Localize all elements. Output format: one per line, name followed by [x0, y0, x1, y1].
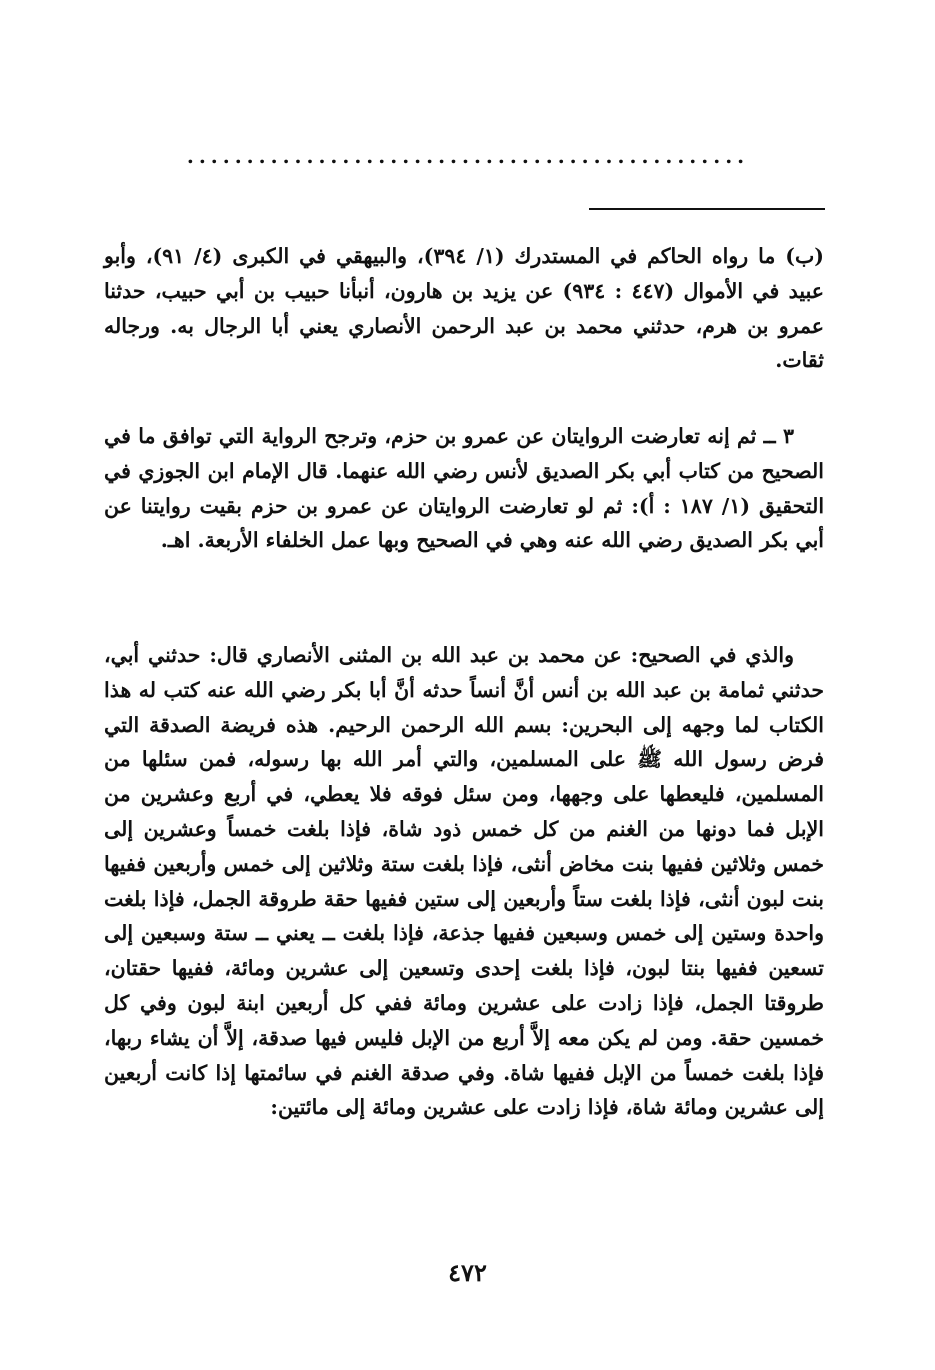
paragraph-4: والذي في الصحيح: عن محمد بن عبد الله بن المثنى الأنصاري قال: حدثني أبي، حدثني ثمامة بن عبد الله بن أنس أنَّ أنساً حدثه أنَّ أبا بكر رضي الله عنه كتب له هذا الكتاب لما وجهه إلى البحرين: بسم الله الرحمن الرحيم. هذه فريضة الصدقة التي فرض رسول الله ﷺ على المسلمين، والتي أمر الله بها رسوله، فمن سئلها من المسلمين، فليعطها على وجهها، ومن سئل فوقه فلا يعطي، في أربع وعشرين من الإبل فما دونها من الغنم من كل خمس ذود شاة، فإذا بلغت خمساً وعشرين إلى خمس وثلاثين ففيها بنت مخاض أنثى، فإذا بلغت ستة وثلاثين إلى خمس وأربعين ففيها بنت لبون أنثى، فإذا بلغت ستاً وأربعين إلى ستين ففيها حقة طروقة الجمل، فإذا بلغت واحدة وستين إلى خمس وسبعين ففيها جذعة، فإذا بلغت ــ يعني ــ ستة وسبعين إلى تسعين ففيها بنتا لبون، فإذا بلغت إحدى وتسعين إلى عشرين ومائة، ففيها حقتان، طروقتا الجمل، فإذا زادت على عشرين ومائة ففي كل أربعين ابنة لبون وفي كل خمسين حقة. ومن لم يكن معه إلاَّ أربع من الإبل فليس فيها صدقة، إلاَّ أن يشاء ربها، فإذا بلغت خمساً من الإبل ففيها شاة. وفي صدقة الغنم في سائمتها إذا كانت أربعين إلى عشرين ومائة شاة، فإذا زادت على عشرين ومائة إلى مائتين:: [104, 643, 824, 1120]
page-number: ٤٧٢: [448, 1258, 487, 1287]
paragraph-3: ٣ ــ ثم إنه تعارضت الروايتان عن عمرو بن حزم، وترجح الرواية التي توافق ما في الصحيح من كتاب أبي بكر الصديق لأنس رضي الله عنهما. قال الإمام ابن الجوزي في التحقيق (١/ ١٨٧ : أ): ثم لو تعارضت الروايتان عن عمرو بن حزم بقيت روايتنا عن أبي بكر الصديق رضي الله عنه وهي في الصحيح وبها عمل الخلفاء الأربعة. اهـ.: [104, 424, 825, 553]
footnote-rule: [589, 208, 825, 210]
footnote-block: [104, 239, 824, 378]
paragraph-block-4: [104, 638, 824, 1125]
paragraph-block-3: [104, 419, 824, 558]
dotted-separator: ...............................................: [186, 146, 750, 166]
footnote-b-paragraph: (ب) ما رواه الحاكم في المستدرك (١/ ٣٩٤)، والبيهقي في الكبرى (٤/ ٩١)، وأبو عبيد في الأموال (٤٤٧ : ٩٣٤) عن يزيد بن هارون، أنبأنا حبيب بن أبي حبيب، حدثنا عمرو بن هرم، حدثني محمد بن عبد الرحمن الأنصاري يعني أبا الرجال به. ورجاله ثقات.: [104, 244, 825, 373]
